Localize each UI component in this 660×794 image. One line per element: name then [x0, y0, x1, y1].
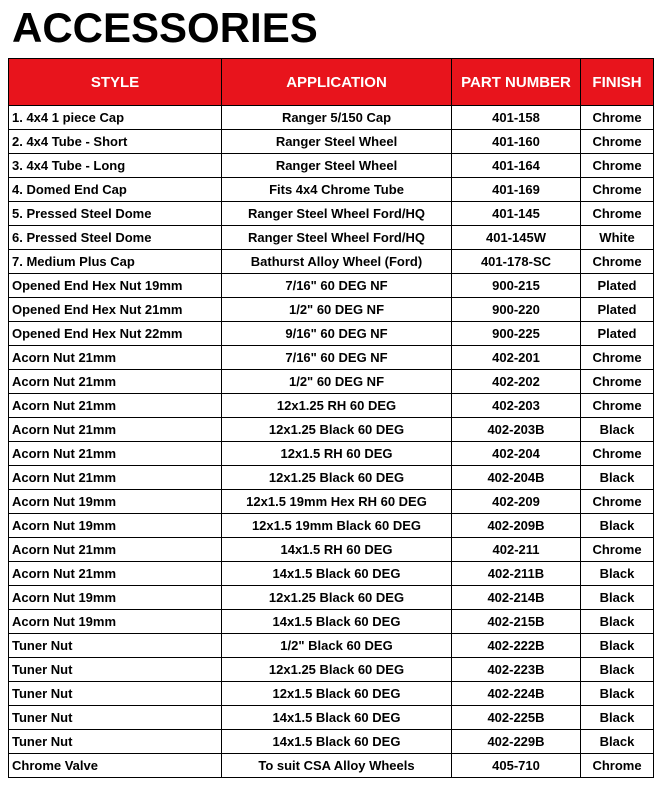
cell-part-number: 402-229B: [452, 730, 581, 754]
table-row: [9, 562, 654, 586]
cell-application: Ranger 5/150 Cap: [222, 106, 452, 130]
cell-application: To suit CSA Alloy Wheels: [222, 754, 452, 778]
cell-style: Acorn Nut 19mm: [9, 610, 222, 634]
cell-application: Fits 4x4 Chrome Tube: [222, 178, 452, 202]
cell-finish: Black: [581, 586, 654, 610]
table-row: [9, 250, 654, 274]
table-row: [9, 274, 654, 298]
cell-application: 12x1.5 19mm Hex RH 60 DEG: [222, 490, 452, 514]
cell-style: Tuner Nut: [9, 706, 222, 730]
cell-part-number: 402-204B: [452, 466, 581, 490]
table-row: [9, 178, 654, 202]
cell-part-number: 402-214B: [452, 586, 581, 610]
cell-style: Acorn Nut 21mm: [9, 418, 222, 442]
cell-finish: Chrome: [581, 370, 654, 394]
cell-finish: Chrome: [581, 346, 654, 370]
cell-part-number: 402-203: [452, 394, 581, 418]
cell-part-number: 401-145W: [452, 226, 581, 250]
cell-part-number: 402-222B: [452, 634, 581, 658]
cell-finish: Chrome: [581, 394, 654, 418]
cell-style: Opened End Hex Nut 19mm: [9, 274, 222, 298]
cell-part-number: 405-710: [452, 754, 581, 778]
cell-application: Bathurst Alloy Wheel (Ford): [222, 250, 452, 274]
cell-style: Acorn Nut 21mm: [9, 562, 222, 586]
cell-finish: Chrome: [581, 178, 654, 202]
table-row: [9, 106, 654, 130]
table-row: [9, 370, 654, 394]
cell-application: 14x1.5 Black 60 DEG: [222, 610, 452, 634]
cell-finish: Chrome: [581, 106, 654, 130]
cell-application: Ranger Steel Wheel: [222, 130, 452, 154]
cell-style: Acorn Nut 19mm: [9, 514, 222, 538]
cell-application: 12x1.25 Black 60 DEG: [222, 418, 452, 442]
cell-part-number: 401-164: [452, 154, 581, 178]
cell-part-number: 402-224B: [452, 682, 581, 706]
table-row: [9, 754, 654, 778]
cell-part-number: 402-209: [452, 490, 581, 514]
table-row: [9, 706, 654, 730]
table-row: [9, 202, 654, 226]
column-header-application: APPLICATION: [222, 59, 452, 106]
table-row: [9, 154, 654, 178]
cell-style: Acorn Nut 21mm: [9, 466, 222, 490]
cell-part-number: 402-201: [452, 346, 581, 370]
cell-finish: Chrome: [581, 202, 654, 226]
cell-part-number: 402-203B: [452, 418, 581, 442]
cell-part-number: 402-211: [452, 538, 581, 562]
table-row: [9, 418, 654, 442]
cell-finish: Black: [581, 730, 654, 754]
cell-application: 7/16" 60 DEG NF: [222, 346, 452, 370]
cell-application: 12x1.5 RH 60 DEG: [222, 442, 452, 466]
cell-finish: Chrome: [581, 442, 654, 466]
table-row: [9, 322, 654, 346]
cell-part-number: 402-225B: [452, 706, 581, 730]
table-body: [9, 106, 654, 778]
cell-style: Acorn Nut 19mm: [9, 586, 222, 610]
cell-style: Chrome Valve: [9, 754, 222, 778]
table-row: [9, 130, 654, 154]
table-row: [9, 658, 654, 682]
cell-finish: Plated: [581, 298, 654, 322]
cell-finish: Black: [581, 682, 654, 706]
cell-application: 1/2" Black 60 DEG: [222, 634, 452, 658]
cell-part-number: 402-215B: [452, 610, 581, 634]
cell-style: Tuner Nut: [9, 634, 222, 658]
column-header-part-number: PART NUMBER: [452, 59, 581, 106]
cell-application: Ranger Steel Wheel Ford/HQ: [222, 226, 452, 250]
cell-application: 14x1.5 Black 60 DEG: [222, 562, 452, 586]
cell-style: 2. 4x4 Tube - Short: [9, 130, 222, 154]
cell-finish: Black: [581, 634, 654, 658]
cell-style: Tuner Nut: [9, 682, 222, 706]
cell-style: Acorn Nut 21mm: [9, 346, 222, 370]
cell-application: 12x1.25 RH 60 DEG: [222, 394, 452, 418]
table-row: [9, 610, 654, 634]
table-row: [9, 586, 654, 610]
cell-style: Acorn Nut 21mm: [9, 370, 222, 394]
cell-part-number: 900-225: [452, 322, 581, 346]
cell-finish: White: [581, 226, 654, 250]
cell-style: 7. Medium Plus Cap: [9, 250, 222, 274]
table-row: [9, 346, 654, 370]
table-row: [9, 442, 654, 466]
cell-application: 1/2" 60 DEG NF: [222, 298, 452, 322]
cell-style: Acorn Nut 19mm: [9, 490, 222, 514]
cell-finish: Black: [581, 706, 654, 730]
column-header-finish: FINISH: [581, 59, 654, 106]
cell-part-number: 401-178-SC: [452, 250, 581, 274]
cell-part-number: 401-158: [452, 106, 581, 130]
cell-style: 3. 4x4 Tube - Long: [9, 154, 222, 178]
table-row: [9, 730, 654, 754]
cell-finish: Black: [581, 658, 654, 682]
cell-part-number: 401-160: [452, 130, 581, 154]
cell-style: Opened End Hex Nut 22mm: [9, 322, 222, 346]
cell-application: Ranger Steel Wheel Ford/HQ: [222, 202, 452, 226]
cell-application: 12x1.5 19mm Black 60 DEG: [222, 514, 452, 538]
cell-application: 12x1.25 Black 60 DEG: [222, 466, 452, 490]
table-header-row: [9, 59, 654, 106]
cell-finish: Plated: [581, 274, 654, 298]
table-row: [9, 226, 654, 250]
cell-finish: Plated: [581, 322, 654, 346]
cell-application: 14x1.5 Black 60 DEG: [222, 730, 452, 754]
cell-part-number: 402-211B: [452, 562, 581, 586]
table-row: [9, 538, 654, 562]
cell-finish: Black: [581, 610, 654, 634]
cell-style: 5. Pressed Steel Dome: [9, 202, 222, 226]
cell-part-number: 402-204: [452, 442, 581, 466]
cell-part-number: 900-215: [452, 274, 581, 298]
cell-finish: Chrome: [581, 490, 654, 514]
cell-style: Acorn Nut 21mm: [9, 538, 222, 562]
cell-finish: Chrome: [581, 250, 654, 274]
cell-application: 9/16" 60 DEG NF: [222, 322, 452, 346]
cell-style: Tuner Nut: [9, 658, 222, 682]
cell-style: 6. Pressed Steel Dome: [9, 226, 222, 250]
cell-finish: Black: [581, 466, 654, 490]
cell-application: 12x1.5 Black 60 DEG: [222, 682, 452, 706]
cell-part-number: 402-202: [452, 370, 581, 394]
cell-finish: Chrome: [581, 538, 654, 562]
table-row: [9, 634, 654, 658]
cell-application: Ranger Steel Wheel: [222, 154, 452, 178]
cell-finish: Chrome: [581, 130, 654, 154]
table-row: [9, 490, 654, 514]
column-header-style: STYLE: [9, 59, 222, 106]
cell-application: 14x1.5 RH 60 DEG: [222, 538, 452, 562]
cell-style: Acorn Nut 21mm: [9, 394, 222, 418]
table-row: [9, 394, 654, 418]
table-row: [9, 514, 654, 538]
cell-part-number: 401-145: [452, 202, 581, 226]
table-row: [9, 682, 654, 706]
cell-style: 4. Domed End Cap: [9, 178, 222, 202]
cell-finish: Black: [581, 562, 654, 586]
cell-application: 12x1.25 Black 60 DEG: [222, 586, 452, 610]
cell-style: Acorn Nut 21mm: [9, 442, 222, 466]
accessories-table: [8, 58, 654, 778]
cell-part-number: 401-169: [452, 178, 581, 202]
cell-application: 14x1.5 Black 60 DEG: [222, 706, 452, 730]
page-title: ACCESSORIES: [12, 4, 318, 51]
cell-application: 1/2" 60 DEG NF: [222, 370, 452, 394]
cell-finish: Black: [581, 514, 654, 538]
cell-part-number: 402-209B: [452, 514, 581, 538]
cell-finish: Black: [581, 418, 654, 442]
cell-part-number: 900-220: [452, 298, 581, 322]
cell-application: 7/16" 60 DEG NF: [222, 274, 452, 298]
cell-application: 12x1.25 Black 60 DEG: [222, 658, 452, 682]
table-row: [9, 298, 654, 322]
cell-style: Tuner Nut: [9, 730, 222, 754]
table-row: [9, 466, 654, 490]
cell-part-number: 402-223B: [452, 658, 581, 682]
cell-finish: Chrome: [581, 754, 654, 778]
cell-finish: Chrome: [581, 154, 654, 178]
cell-style: Opened End Hex Nut 21mm: [9, 298, 222, 322]
cell-style: 1. 4x4 1 piece Cap: [9, 106, 222, 130]
